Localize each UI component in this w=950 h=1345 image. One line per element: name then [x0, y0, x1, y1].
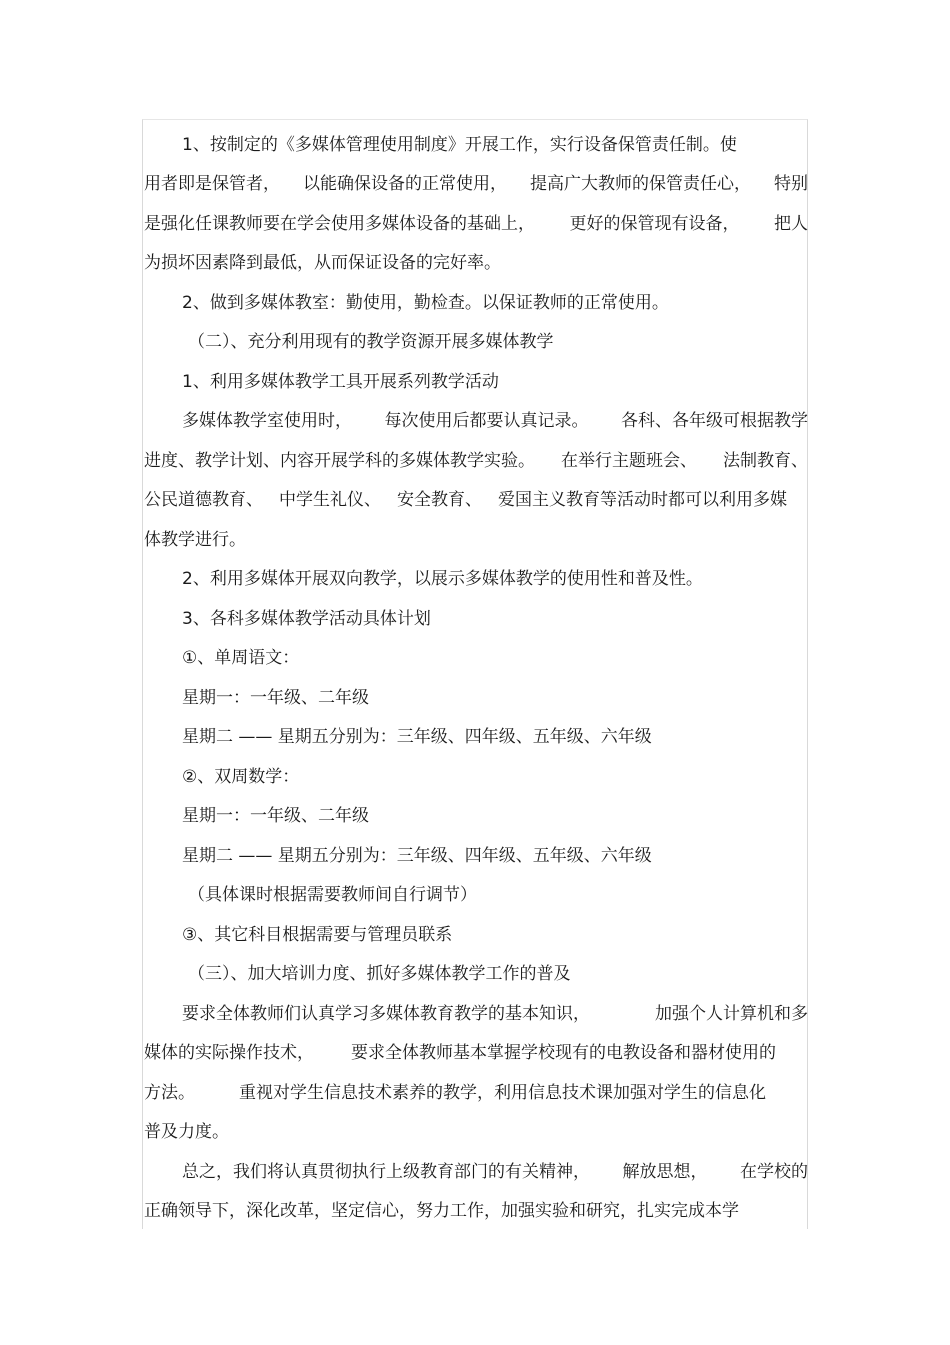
text-segment: 公民道德教育、	[144, 490, 263, 510]
note-line	[188, 880, 808, 910]
text-segment: 在举行主题班会、	[561, 451, 697, 471]
text-segment: 把人	[774, 214, 808, 234]
text-segment: 星期二 —— 星期五分别为：三年级、四年级、五年级、六年级	[182, 846, 652, 866]
list-heading	[182, 643, 808, 673]
text-segment: （三）、加大培训力度、抓好多媒体教学工作的普及	[188, 964, 571, 984]
text-segment: 特别	[774, 174, 808, 194]
text-segment: 更好的保管现有设备，	[569, 214, 740, 234]
text-segment: 多媒体教学室使用时，	[182, 411, 352, 431]
text-segment: ①、单周语文：	[182, 648, 300, 668]
text-segment: 媒体的实际操作技术，	[144, 1043, 314, 1063]
text-segment: 要求全体教师们认真学习多媒体教育教学的基本知识，	[182, 1004, 590, 1024]
paragraph-line	[144, 525, 808, 555]
paragraph-line	[144, 1038, 776, 1068]
section-heading	[188, 327, 808, 357]
paragraph-line	[144, 248, 808, 278]
text-segment: 星期二 —— 星期五分别为：三年级、四年级、五年级、六年级	[182, 727, 652, 747]
text-segment: 体教学进行。	[144, 530, 246, 550]
text-segment: 以能确保设备的正常使用，	[303, 174, 507, 194]
text-segment: 星期一：一年级、二年级	[182, 806, 369, 826]
text-segment: 2、利用多媒体开展双向教学，以展示多媒体教学的使用性和普及性。	[182, 569, 703, 589]
paragraph-line	[182, 406, 808, 436]
paragraph-line	[144, 209, 808, 239]
paragraph-line	[144, 485, 787, 515]
text-segment: 安全教育、	[397, 490, 482, 510]
text-segment: 爱国主义教育等活动时都可以利用多媒	[498, 490, 787, 510]
text-segment: 为损坏因素降到最低，从而保证设备的完好率。	[144, 253, 501, 273]
text-segment: 要求全体教师基本掌握学校现有的电教设备和器材使用的	[351, 1043, 776, 1063]
text-segment: ③、其它科目根据需要与管理员联系	[182, 925, 453, 945]
text-segment: 每次使用后都要认真记录。	[384, 411, 589, 431]
text-segment: 法制教育、	[723, 451, 808, 471]
text-segment: （具体课时根据需要教师间自行调节）	[188, 885, 477, 905]
text-segment: 方法。	[144, 1083, 195, 1103]
text-segment: 重视对学生信息技术素养的教学，利用信息技术课加强对学生的信息化	[239, 1083, 766, 1103]
text-segment: 中学生礼仪、	[279, 490, 381, 510]
paragraph-line	[144, 1196, 808, 1226]
paragraph-line	[182, 999, 808, 1029]
text-segment: 总之，我们将认真贯彻执行上级教育部门的有关精神，	[182, 1162, 590, 1182]
paragraph-line	[144, 1117, 808, 1147]
schedule-line	[182, 841, 808, 871]
text-segment: 进度、教学计划、内容开展学科的多媒体教学实验。	[144, 451, 535, 471]
subsection-heading	[182, 604, 808, 634]
text-segment: 星期一：一年级、二年级	[182, 688, 369, 708]
schedule-line	[182, 801, 808, 831]
paragraph-line	[182, 130, 808, 160]
text-segment: 各科、各年级可根据教学	[621, 411, 808, 431]
paragraph-line	[182, 564, 808, 594]
text-segment: 正确领导下，深化改革，坚定信心，努力工作，加强实验和研究，扎实完成本学	[144, 1201, 739, 1221]
paragraph-line	[144, 446, 808, 476]
schedule-line	[182, 722, 808, 752]
list-heading	[182, 920, 808, 950]
paragraph-line	[182, 288, 808, 318]
text-segment: 解放思想，	[622, 1162, 708, 1182]
text-segment: ②、双周数学：	[182, 767, 300, 787]
subsection-heading	[182, 367, 808, 397]
schedule-line	[182, 683, 808, 713]
text-segment: 用者即是保管者，	[144, 174, 280, 194]
text-segment: （二）、充分利用现有的教学资源开展多媒体教学	[188, 332, 554, 352]
list-heading	[182, 762, 808, 792]
paragraph-line	[144, 169, 808, 199]
text-segment: 是强化任课教师要在学会使用多媒体设备的基础上，	[144, 214, 535, 234]
text-segment: 在学校的	[740, 1162, 808, 1182]
paragraph-line	[144, 1078, 766, 1108]
section-heading	[188, 959, 808, 989]
text-segment: 普及力度。	[144, 1122, 229, 1142]
text-segment: 提高广大教师的保管责任心，	[530, 174, 751, 194]
paragraph-line	[182, 1157, 808, 1187]
text-segment: 1、利用多媒体教学工具开展系列教学活动	[182, 372, 499, 392]
text-segment: 3、各科多媒体教学活动具体计划	[182, 609, 431, 629]
text-segment: 加强个人计算机和多	[655, 1004, 808, 1024]
text-segment: 2、做到多媒体教室：勤使用，勤检查。以保证教师的正常使用。	[182, 293, 669, 313]
text-segment: 1、按制定的《多媒体管理使用制度》开展工作，实行设备保管责任制。使	[182, 135, 737, 155]
